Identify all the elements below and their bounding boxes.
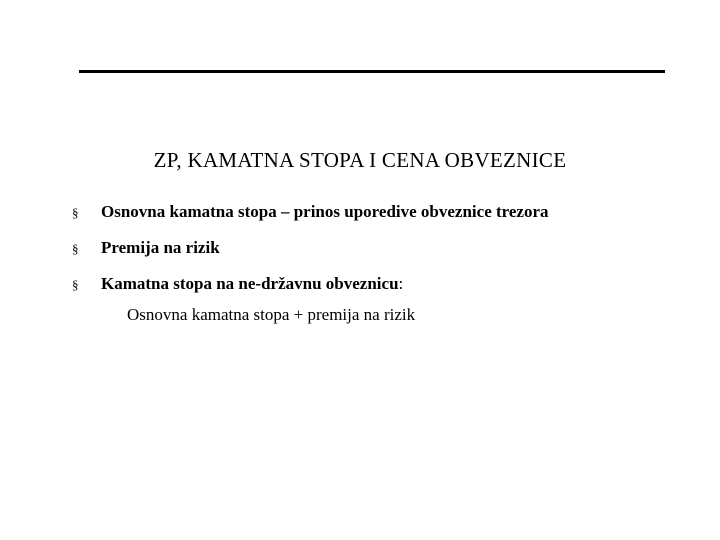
bullet-list	[72, 202, 692, 310]
bullet-suffix: :	[398, 274, 404, 293]
bullet-icon: §	[72, 205, 79, 220]
formula-line: Osnovna kamatna stopa + premija na rizik	[127, 305, 416, 324]
bullet-text-wrapper	[101, 274, 403, 294]
bullet-text: Osnovna kamatna stopa – prinos uporedive obveznice trezora	[101, 202, 549, 221]
bullet-icon: §	[72, 277, 79, 292]
slide-title: ZP, KAMATNA STOPA I CENA OBVEZNICE	[153, 148, 567, 172]
bullet-text: Premija na rizik	[101, 238, 220, 257]
list-item	[72, 238, 692, 274]
top-divider	[79, 70, 665, 73]
bullet-text: Kamatna stopa na ne-državnu obveznicu	[101, 274, 399, 293]
list-item	[72, 202, 692, 238]
bullet-icon: §	[72, 241, 79, 256]
